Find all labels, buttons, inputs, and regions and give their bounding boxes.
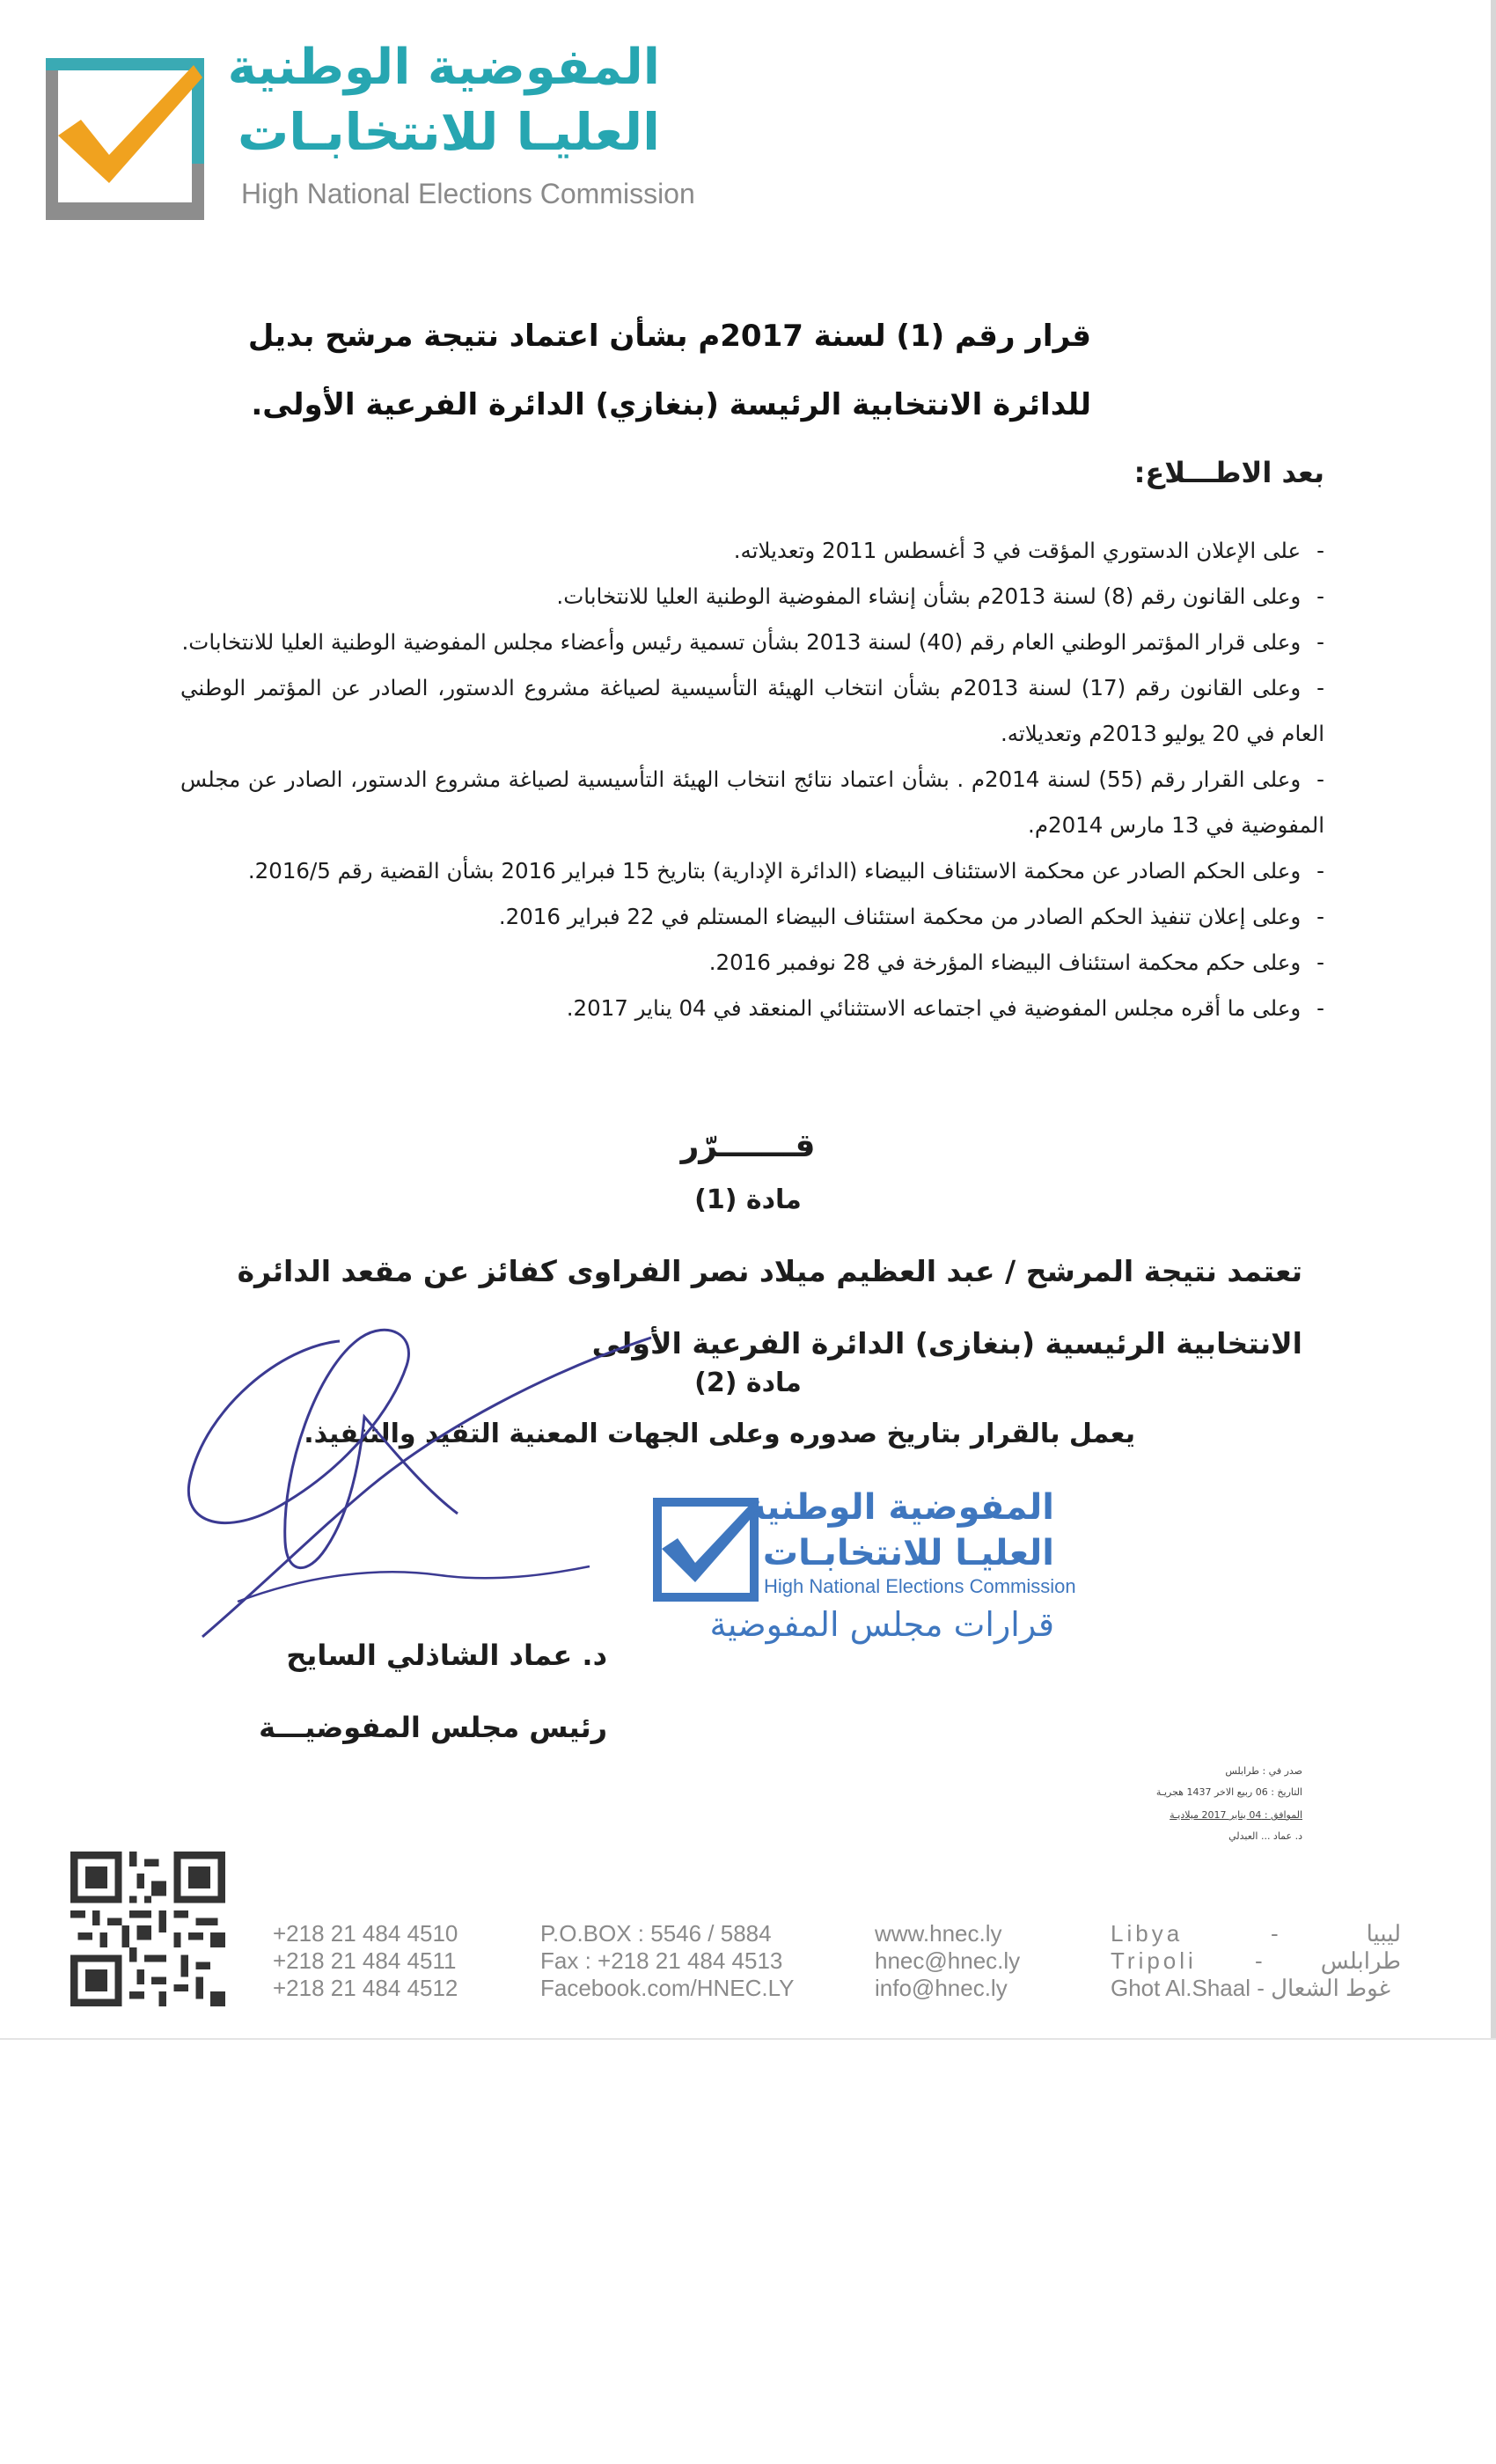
article-2-text: يعمل بالقرار بتاريخ صدوره وعلى الجهات المعنية التقيد والتنفيذ. [304,1419,1135,1449]
footer-postal [540,1920,795,2002]
qr-code-icon [70,1852,225,2006]
page-bottom-edge [0,2038,1496,2040]
footer-location [1111,1920,1401,2002]
article-1-heading: مادة (1) [694,1184,802,1215]
footer-web [875,1920,1020,2002]
phone-number: +218 21 484 4511 [273,1947,457,1974]
article-1-text: تعتمد نتيجة المرشح / عبد العظيم ميلاد نصر الفراوى كفائز عن مقعد الدائرة الانتخابية الرئيسية (بنغازى) الدائرة الفرعية الأولى [237,1254,1302,1360]
city-row: Tripoli - طرابلس [1111,1947,1401,1974]
org-name-en: High National Elections Commission [241,178,695,209]
decision-title-line2: للدائرة الانتخابية الرئيسة (بنغازي) الدائرة الفرعية الأولى. [251,387,1091,422]
clause-item: -وعلى القانون رقم (8) لسنة 2013م بشأن إنشاء المفوضية الوطنية العليا للانتخابات. [556,583,1324,609]
stamp-caption: قرارات مجلس المفوضية [709,1605,1054,1644]
page-edge [1491,0,1496,2040]
phone-number: +218 21 484 4512 [273,1975,458,2001]
issue-date-gregorian: الموافق : 04 يناير 2017 ميلاديـة [1170,1809,1302,1821]
phone-number: +218 21 484 4510 [273,1920,458,1947]
hnec-stamp-logo-icon [653,1498,759,1602]
stamp-org-ar-line2: العليـا للانتخابـات [762,1533,1054,1573]
issue-place: صدر في : طرابلس [1225,1765,1302,1777]
website-link[interactable]: www.hnec.ly [875,1920,1002,1947]
decision-title-line1: قرار رقم (1) لسنة 2017م بشأن اعتماد نتيجة مرشح بديل [247,319,1091,354]
preamble-heading: بعد الاطـــلاع: [1133,456,1324,489]
issue-date-hijri: التاريخ : 06 ربيع الاخر 1437 هجريـة [1155,1786,1302,1798]
footer-phones [273,1920,458,2002]
hnec-logo-icon [46,58,204,220]
clause-item: -وعلى قرار المؤتمر الوطني العام رقم (40) لسنة 2013 بشأن تسمية رئيس وأعضاء مجلس المفوضية الوطنية العليا للانتخابات. [181,629,1324,655]
signer-name: د. عماد الشاذلي السايح [286,1639,607,1672]
clause-item: -وعلى ما أقره مجلس المفوضية في اجتماعه الاستثنائي المنعقد في 04 يناير 2017. [566,995,1324,1021]
clause-item: -على الإعلان الدستوري المؤقت في 3 أغسطس 2011 وتعديلاته. [733,538,1324,563]
clause-list [180,528,1324,1031]
clause-item: -وعلى القانون رقم (17) لسنة 2013م بشأن انتخاب الهيئة التأسيسية لصياغة مشروع الدستور، الصادر عن المؤتمر الوطني العام في 20 يوليو 2013م وتعديلاته. [180,675,1325,746]
po-box: P.O.BOX : 5546 / 5884 [540,1920,772,1947]
clause-item: -وعلى القرار رقم (55) لسنة 2014م . بشأن اعتماد نتائج انتخاب الهيئة التأسيسية لصياغة مشروع الدستور، الصادر عن مجلس المفوضية في 13 مارس 2014م. [180,766,1325,838]
issue-signatory: د. عماد ... العبدلي [1228,1830,1302,1842]
email-link[interactable]: hnec@hnec.ly [875,1947,1021,1974]
stamp-org-en: High National Elections Commission [764,1575,1076,1597]
fax-number: Fax : +218 21 484 4513 [540,1947,783,1974]
handwritten-signature-icon [176,1311,669,1646]
district: Ghot Al.Shaal - غوط الشعال [1111,1975,1391,2001]
org-name-ar-line2: العليـا للانتخابـات [237,102,660,162]
article-2-heading: مادة (2) [694,1368,802,1398]
clause-item: -وعلى إعلان تنفيذ الحكم الصادر من محكمة استئناف البيضاء المستلم في 22 فبراير 2016. [498,904,1324,929]
clause-item: -وعلى حكم محكمة استئناف البيضاء المؤرخة في 28 نوفمبر 2016. [708,950,1324,975]
facebook-link[interactable]: Facebook.com/HNEC.LY [540,1975,795,2001]
org-name-ar-line1: المفوضية الوطنية [227,39,660,96]
email-link[interactable]: info@hnec.ly [875,1975,1008,2001]
clause-item: -وعلى الحكم الصادر عن محكمة الاستئناف البيضاء (الدائرة الإدارية) بتاريخ 15 فبراير 2016 بشأن القضية رقم 2016/5. [247,858,1324,884]
country-row: Libya - ليبيا [1111,1920,1401,1947]
signer-title: رئيس مجلس المفوضيـــة [259,1711,607,1744]
stamp-org-ar-line1: المفوضية الوطنية [745,1487,1054,1528]
decision-heading: قـــــــرّر [680,1128,816,1164]
